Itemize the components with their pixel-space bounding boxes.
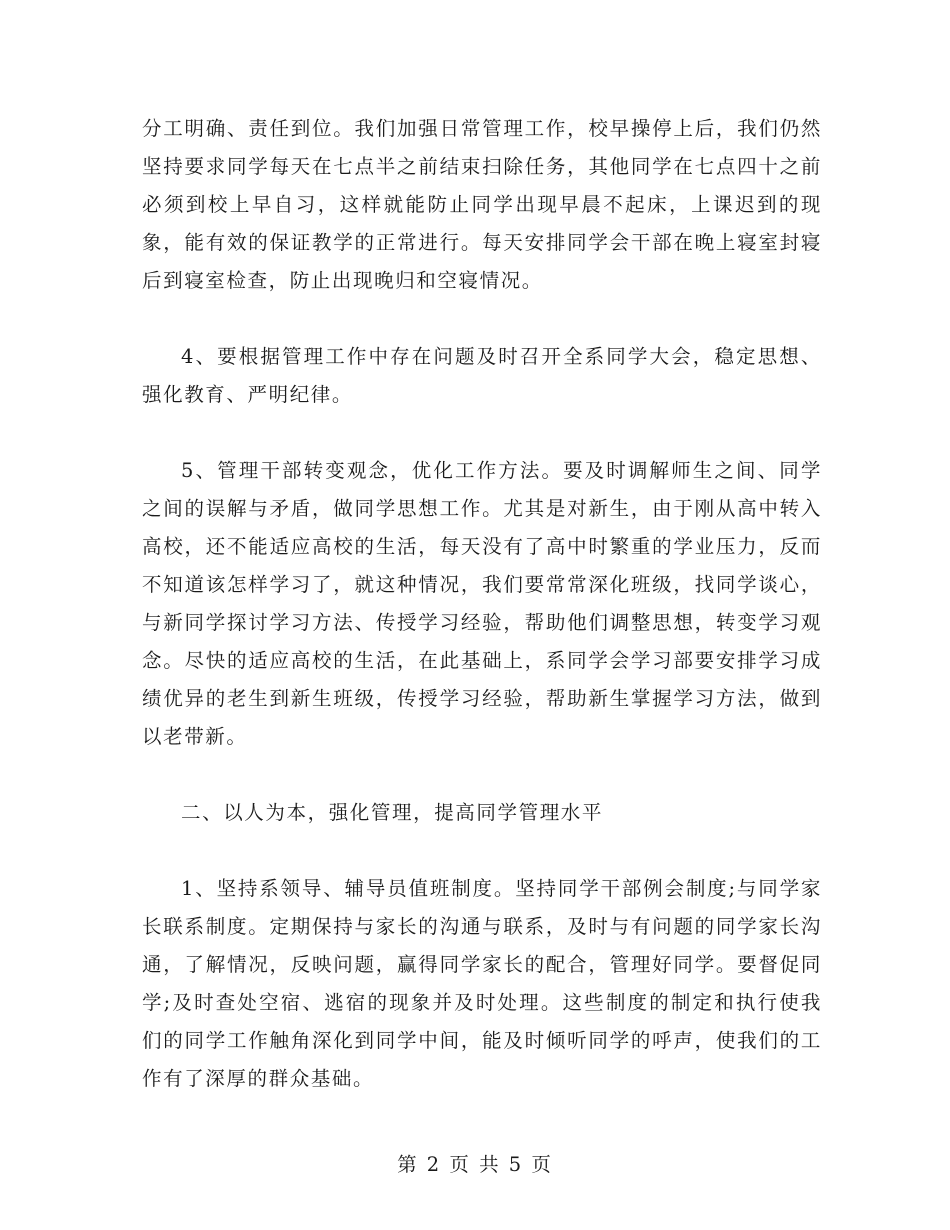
- paragraph-gap: [142, 756, 822, 794]
- section-heading: 二、以人为本，强化管理，提高同学管理水平: [181, 801, 604, 824]
- paragraph-item-5: 5、管理干部转变观念，优化工作方法。要及时调解师生之间、同学之间的误解与矛盾，做同学思想工作。尤其是对新生，由于刚从高中转入高校，还不能适应高校的生活，每天没有了高中时繁重的学业压力，反而不知道该怎样学习了，就这种情况，我们要常常深化班级，找同学谈心，与新同学探讨学习方法、传授学习经验，帮助他们调整思想，转变学习观念。尽快的适应高校的生活，在此基础上，系同学会学习部要安排学习成绩优异的老生到新生班级，传授学习经验，帮助新生掌握学习方法，做到以老带新。: [142, 459, 822, 748]
- document-body: [142, 110, 822, 1098]
- paragraph-continuation: 分工明确、责任到位。我们加强日常管理工作，校早操停上后，我们仍然坚持要求同学每天在七点半之前结束扫除任务，其他同学在七点四十之前必须到校上早自习，这样就能防止同学出现早晨不起床，上课迟到的现象，能有效的保证教学的正常进行。每天安排同学会干部在晚上寝室封寝后到寝室检查，防止出现晚归和空寝情况。: [142, 117, 822, 292]
- paragraph-gap: [142, 414, 822, 452]
- paragraph-item-4: 4、要根据管理工作中存在问题及时召开全系同学大会，稳定思想、强化教育、严明纪律。: [142, 345, 822, 406]
- page-number-footer: 第 2 页 共 5 页: [397, 1153, 553, 1176]
- paragraph-item-1: 1、坚持系领导、辅导员值班制度。坚持同学干部例会制度;与同学家长联系制度。定期保持与家长的沟通与联系，及时与有问题的同学家长沟通，了解情况，反映问题，赢得同学家长的配合，管理好同学。要督促同学;及时查处空宿、逃宿的现象并及时处理。这些制度的制定和执行使我们的同学工作触角深化到同学中间，能及时倾听同学的呼声，使我们的工作有了深厚的群众基础。: [142, 877, 822, 1090]
- paragraph-gap: [142, 300, 822, 338]
- paragraph-gap: [142, 832, 822, 870]
